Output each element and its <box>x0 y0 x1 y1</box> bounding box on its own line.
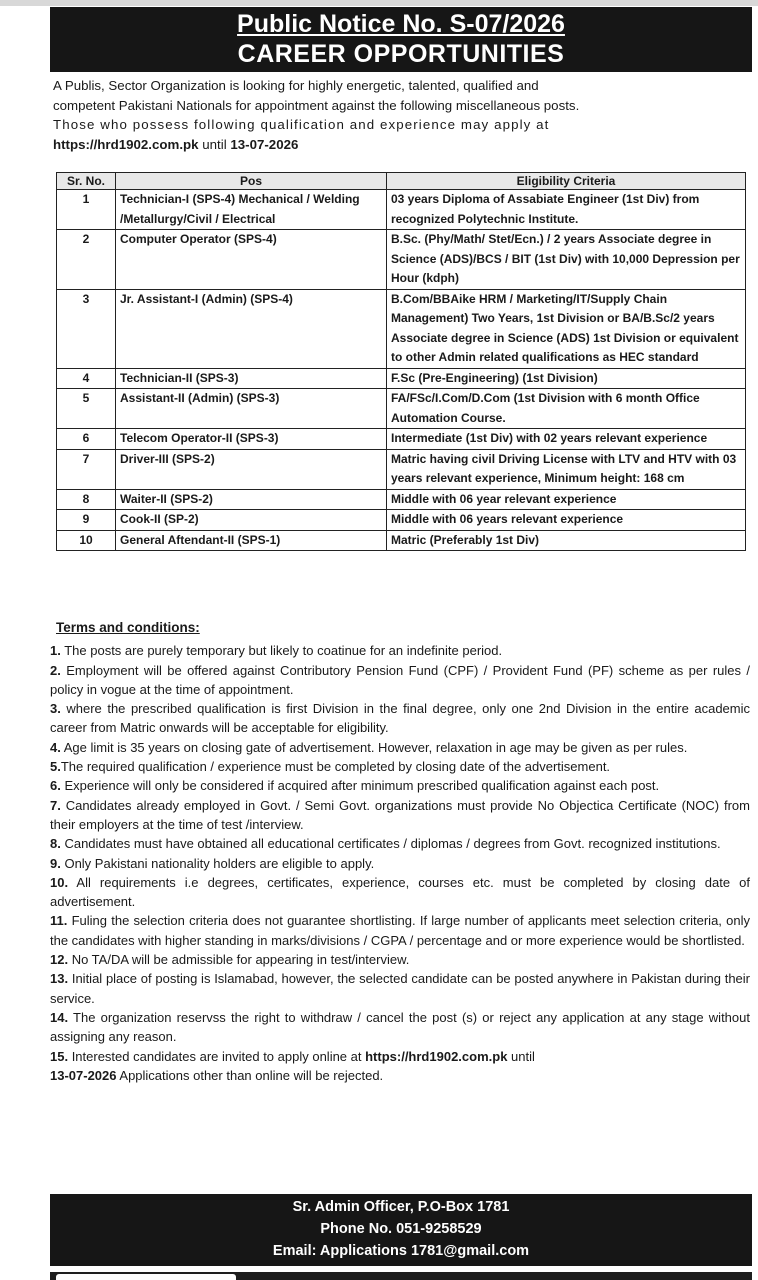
term-text: No TA/DA will be admissible for appearing in test/interview. <box>68 952 410 968</box>
contact-footer <box>50 1194 752 1266</box>
row-criteria: Matric having civil Driving License with LTV and HTV with 03 years relevant experience, Minimum height: 168 cm <box>387 449 746 489</box>
term-num: 8. <box>50 836 61 852</box>
row-criteria: FA/FSc/I.Com/D.Com (1st Division with 6 month Office Automation Course. <box>387 389 746 429</box>
term-item <box>50 776 750 795</box>
term-num: 14. <box>50 1009 69 1025</box>
bottom-box <box>56 1274 236 1280</box>
intro-date: 13-07-2026 <box>230 136 299 152</box>
term-text: Candidates already employed in Govt. / Semi Govt. organizations must provide No Objectica Certificate (NOC) from their employers at the time of test /interview. <box>50 797 750 832</box>
notice-title: CAREER OPPORTUNITIES <box>237 40 565 68</box>
term-text: Employment will be offered against Contributory Pension Fund (CPF) / Provident Fund (PF) scheme as per rules / policy in vogue at the time of appointment. <box>50 662 750 697</box>
row-pos: Cook-II (SP-2) <box>116 510 387 531</box>
term-text-mid: until <box>507 1048 535 1064</box>
term-item <box>50 854 750 873</box>
row-sr: 6 <box>57 429 116 450</box>
row-sr: 5 <box>57 389 116 429</box>
term-item <box>50 873 750 912</box>
notice-header <box>50 7 752 72</box>
term-num: 7. <box>50 797 61 813</box>
term-num: 4. <box>50 739 61 755</box>
row-criteria: B.Com/BBAike HRM / Marketing/IT/Supply Chain Management) Two Years, 1st Division or BA/B.Sc/2 years Associate degree in Science (ADS) 1st Division or equivalent to other Admin related qualifications as HEC standard <box>387 289 746 368</box>
intro-url-link[interactable]: https://hrd1902.com.pk <box>53 136 199 152</box>
row-pos: Technician-II (SPS-3) <box>116 368 387 389</box>
term-item <box>50 796 750 835</box>
term-item <box>50 738 750 757</box>
row-pos: Technician-I (SPS-4) Mechanical / Welding /Metallurgy/Civil / Electrical <box>116 190 387 230</box>
footer-email: Email: Applications 1781@gmail.com <box>272 1243 530 1259</box>
row-criteria: B.Sc. (Phy/Math/ Stet/Ecn.) / 2 years Associate degree in Science (ADS)/BCS / BIT (1st Div) with 10,000 Depression per Hour (kdph) <box>387 230 746 290</box>
row-criteria: Middle with 06 year relevant experience <box>387 489 746 510</box>
term-item <box>50 911 750 950</box>
table-row <box>57 530 746 551</box>
table-row <box>57 289 746 368</box>
term-text: Candidates must have obtained all educational certificates / diplomas / degrees from Govt. recognized institutions. <box>60 836 721 852</box>
term-text: Age limit is 35 years on closing gate of advertisement. However, relaxation in age may be given as per rules. <box>60 739 688 755</box>
term-item-15 <box>50 1047 750 1086</box>
term-num: 2. <box>50 662 61 678</box>
row-sr: 3 <box>57 289 116 368</box>
row-pos: Driver-III (SPS-2) <box>116 449 387 489</box>
term-item <box>50 699 750 738</box>
term-item <box>50 950 750 969</box>
row-criteria: Intermediate (1st Div) with 02 years relevant experience <box>387 429 746 450</box>
footer-phone: Phone No. 051-9258529 <box>320 1221 482 1237</box>
row-sr: 2 <box>57 230 116 290</box>
term-num: 6. <box>50 778 61 794</box>
term-item <box>50 969 750 1008</box>
term-item <box>50 757 750 776</box>
row-criteria: F.Sc (Pre-Engineering) (1st Division) <box>387 368 746 389</box>
term-num: 3. <box>50 701 61 717</box>
term-num: 1. <box>50 643 61 659</box>
term-text: All requirements i.e degrees, certificates, experience, courses etc. must be completed by closing date of advertisement. <box>50 874 750 910</box>
term-text-post: Applications other than online will be rejected. <box>116 1067 384 1083</box>
footer-officer: Sr. Admin Officer, P.O-Box 1781 <box>292 1199 510 1215</box>
intro-line-2: competent Pakistani Nationals for appointment against the following miscellaneous posts. <box>53 97 580 113</box>
intro-paragraph <box>53 76 749 154</box>
table-row <box>57 449 746 489</box>
terms-title: Terms and conditions: <box>56 620 200 635</box>
table-row <box>57 389 746 429</box>
intro-until: until <box>198 136 231 152</box>
term-num: 5. <box>50 759 61 775</box>
term-text-pre: Interested candidates are invited to apply online at <box>68 1048 366 1064</box>
table-row <box>57 510 746 531</box>
term-item <box>50 834 750 853</box>
row-sr: 8 <box>57 489 116 510</box>
term-text: The organization reservss the right to withdraw / cancel the post (s) or reject any application at any stage without assigning any reason. <box>50 1009 750 1045</box>
term-text: where the prescribed qualification is first Division in the final degree, only one 2nd Division in the entire academic career from Matric onwards will be acceptable for eligibility. <box>50 701 750 736</box>
table-header-row <box>57 173 746 190</box>
term-num: 13. <box>50 971 69 987</box>
row-pos: Assistant-II (Admin) (SPS-3) <box>116 389 387 429</box>
term-num: 11. <box>50 913 68 929</box>
table-row <box>57 230 746 290</box>
row-pos: Computer Operator (SPS-4) <box>116 230 387 290</box>
row-pos: Telecom Operator-II (SPS-3) <box>116 429 387 450</box>
notice-number: Public Notice No. S-07/2026 <box>237 10 565 38</box>
row-criteria: Matric (Preferably 1st Div) <box>387 530 746 551</box>
posts-table <box>56 172 746 551</box>
term-text: The posts are purely temporary but likely to coatinue for an indefinite period. <box>60 643 503 659</box>
table-row <box>57 489 746 510</box>
term-text: Only Pakistani nationality holders are eligible to apply. <box>60 855 375 871</box>
term-text: Initial place of posting is Islamabad, however, the selected candidate can be posted anywhere in Pakistan during their service. <box>50 971 750 1006</box>
table-row <box>57 429 746 450</box>
term-num: 9. <box>50 855 61 871</box>
table-row <box>57 368 746 389</box>
term-text: Fuling the selection criteria does not guarantee shortlisting. If large number of applicants meet selection criteria, only the candidates with higher standing in marks/divisions / CGPA / percentage and or more experience would be shortlisted. <box>50 913 750 948</box>
row-sr: 7 <box>57 449 116 489</box>
row-sr: 9 <box>57 510 116 531</box>
term-num: 10. <box>50 874 69 890</box>
row-sr: 10 <box>57 530 116 551</box>
intro-line-3: Those who possess following qualification and experience may apply at <box>53 117 550 132</box>
row-criteria: Middle with 06 years relevant experience <box>387 510 746 531</box>
intro-line-4 <box>53 135 749 155</box>
term-text: The required qualification / experience must be completed by closing date of the advertisement. <box>60 759 611 775</box>
terms-section <box>50 618 750 1085</box>
table-row <box>57 190 746 230</box>
header-pos: Pos <box>116 173 387 190</box>
row-pos: General Aftendant-II (SPS-1) <box>116 530 387 551</box>
header-criteria: Eligibility Criteria <box>387 173 746 190</box>
apply-url-link[interactable]: https://hrd1902.com.pk <box>365 1048 508 1064</box>
closing-date: 13-07-2026 <box>50 1067 117 1083</box>
term-item <box>50 1008 750 1047</box>
term-item <box>50 641 750 660</box>
bottom-strip <box>50 1272 752 1280</box>
term-item <box>50 661 750 700</box>
header-sr-no: Sr. No. <box>57 173 116 190</box>
row-sr: 1 <box>57 190 116 230</box>
row-pos: Waiter-II (SPS-2) <box>116 489 387 510</box>
term-num: 12. <box>50 952 69 968</box>
term-text: Experience will only be considered if acquired after minimum prescribed qualification against each post. <box>60 778 660 794</box>
term-num: 15. <box>50 1048 69 1064</box>
row-pos: Jr. Assistant-I (Admin) (SPS-4) <box>116 289 387 368</box>
row-sr: 4 <box>57 368 116 389</box>
top-strip <box>0 0 758 6</box>
row-criteria: 03 years Diploma of Assabiate Engineer (1st Div) from recognized Polytechnic Institute. <box>387 190 746 230</box>
intro-line-1: A Publis, Sector Organization is looking for highly energetic, talented, qualified and <box>53 78 539 93</box>
